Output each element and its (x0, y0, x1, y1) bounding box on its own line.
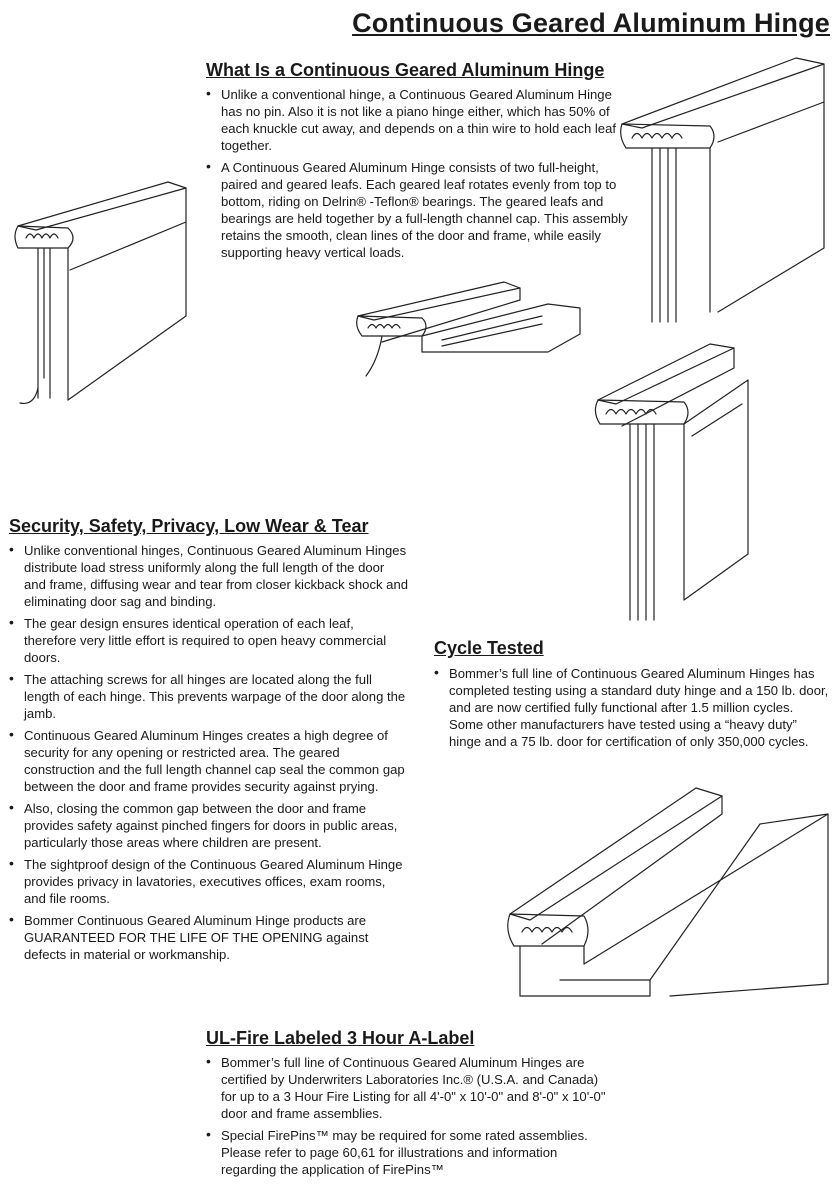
list-item: • Also, closing the common gap between the door and frame provides safety against pinched fingers for doors in public areas, particularly those areas where children are present. (9, 800, 409, 851)
list-item: • Continuous Geared Aluminum Hinges creates a high degree of security for any opening or restricted area. The geared construction and the full length channel cap seal the common gap between the door and frame provides security against prying. (9, 727, 409, 795)
section-heading-cycle: Cycle Tested (434, 638, 544, 658)
security-list (9, 542, 409, 968)
what-list (206, 86, 636, 266)
list-item: • The gear design ensures identical operation of each leaf, therefore very little effort is required to open heavy commercial doors. (9, 615, 409, 666)
list-item: • The sightproof design of the Continuous Geared Aluminum Hinge provides privacy in lavatories, executives offices, exam rooms, and file rooms. (9, 856, 409, 907)
section-heading-ul: UL-Fire Labeled 3 Hour A-Label (206, 1028, 475, 1048)
hinge-illustration-bottom-right (500, 784, 832, 1004)
list-item: • A Continuous Geared Aluminum Hinge consists of two full-height, paired and geared leafs. Each geared leaf rotates evenly from top to bottom, riding on Delrin® -Teflon® bearings. The geared leafs and bearings are held together by a full-length channel cap. This assembly retains the smooth, clean lines of the door and frame, while easily supporting heavy vertical loads. (206, 159, 636, 261)
list-item: • Unlike a conventional hinge, a Continuous Geared Aluminum Hinge has no pin. Also it is not like a piano hinge either, which has 50% of each knuckle cut away, and depends on a thin wire to hold each leaf together. (206, 86, 636, 154)
section-heading-security: Security, Safety, Privacy, Low Wear & Tear (9, 516, 369, 536)
ul-list (206, 1054, 606, 1183)
list-item: • Unlike conventional hinges, Continuous Geared Aluminum Hinges distribute load stress uniformly along the full length of the door and frame, diffusing wear and tear from closer kickback shock and eliminating door sag and binding. (9, 542, 409, 610)
page-title: Continuous Geared Aluminum Hinge (352, 8, 830, 38)
list-item: • Bommer’s full line of Continuous Geared Aluminum Hinges has completed testing using a standard duty hinge and a 150 lb. door, and are now certified fully functional after 1.5 million cycles. Some other manufacturers have tested using a “heavy duty” hinge and a 75 lb. door for certification of only 350,000 cycles. (434, 665, 830, 750)
section-heading-what: What Is a Continuous Geared Aluminum Hinge (206, 60, 605, 80)
list-item: • Bommer Continuous Geared Aluminum Hinge products are GUARANTEED FOR THE LIFE OF THE OPENING against defects in material or workmanship. (9, 912, 409, 963)
cycle-list (434, 665, 830, 755)
hinge-illustration-center (592, 340, 752, 625)
list-item: • The attaching screws for all hinges are located along the full length of each hinge. This prevents warpage of the door along the jamb. (9, 671, 409, 722)
hinge-illustration-left (8, 178, 193, 413)
hinge-illustration-middle (352, 280, 584, 384)
list-item: • Special FirePins™ may be required for some rated assemblies. Please refer to page 60,61 for illustrations and information regarding the application of FirePins™ (206, 1127, 606, 1178)
list-item: • Bommer’s full line of Continuous Geared Aluminum Hinges are certified by Underwriters Laboratories Inc.® (U.S.A. and Canada) for up to a 3 Hour Fire Listing for all 4'-0" x 10'-0" and 8'-0" x 10'-0" door and frame assemblies. (206, 1054, 606, 1122)
hinge-illustration-top-right (618, 52, 830, 326)
